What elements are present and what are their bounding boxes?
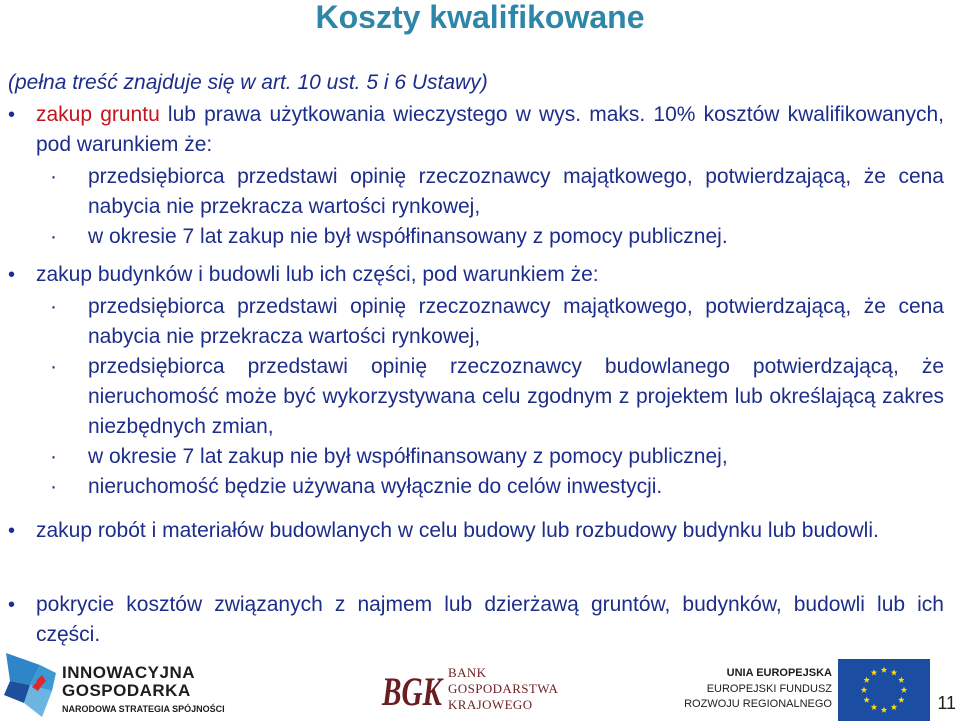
sub-text: nieruchomość będzie używana wyłącznie do celów inwestycji. [88, 475, 663, 498]
sub-marker: · [50, 475, 57, 498]
sub-item-buildings-3 [50, 442, 944, 472]
bgk-logo-line2: GOSPODARSTWA [448, 681, 559, 696]
eu-flag-icon [838, 659, 930, 721]
sub-marker: · [50, 445, 57, 468]
ig-logo-line1: INNOWACYJNA [62, 663, 196, 682]
sub-text: przedsiębiorca przedstawi opinię rzeczoznawcy majątkowego, potwierdzającą, że cena nabycia nie przekracza wartości rynkowej, [88, 295, 944, 348]
bullet-item-lease [8, 590, 944, 650]
sub-item-land-1 [50, 162, 944, 222]
sub-item-land-2 [50, 222, 944, 252]
sub-item-buildings-1 [50, 292, 944, 352]
sub-marker: · [50, 225, 57, 248]
bgk-logo-line1: BANK [448, 665, 487, 680]
bullet-marker: • [8, 520, 16, 542]
innowacyjna-gospodarka-emblem-icon [2, 651, 58, 719]
bullet-highlight: zakup gruntu [36, 103, 160, 126]
bullet-marker: • [8, 594, 16, 616]
intro-note: (pełna treść znajduje się w art. 10 ust. 5 i 6 Ustawy) [8, 71, 488, 94]
bullet-text: pokrycie kosztów związanych z najmem lub dzierżawą gruntów, budynków, budowli lub ich części. [36, 593, 944, 646]
bullet-marker: • [8, 264, 16, 286]
sub-marker: · [50, 355, 57, 378]
bullet-text [36, 100, 944, 160]
sub-marker: · [50, 295, 57, 318]
sub-item-buildings-2 [50, 352, 944, 442]
bgk-logo-line3: KRAJOWEGO [448, 697, 533, 712]
page-number: 11 [937, 693, 956, 713]
bullet-item-buildings [8, 260, 944, 290]
footer-logos [0, 645, 960, 722]
sub-text: w okresie 7 lat zakup nie był współfinansowany z pomocy publicznej. [88, 225, 728, 248]
sub-marker: · [50, 165, 57, 188]
bullet-text: zakup robót i materiałów budowlanych w celu budowy lub rozbudowy budynku lub budowli. [36, 519, 879, 542]
bullet-item-works [8, 516, 944, 546]
bgk-monogram-icon [380, 659, 444, 719]
sub-text: przedsiębiorca przedstawi opinię rzeczoznawcy majątkowego, potwierdzającą, że cena nabycia nie przekracza wartości rynkowej, [88, 165, 944, 218]
ig-logo-line2: GOSPODARKA [62, 681, 191, 700]
bullet-text-rest: lub prawa użytkowania wieczystego w wys. maks. 10% kosztów kwalifikowanych, pod warunkiem że: [36, 103, 944, 156]
sub-text: przedsiębiorca przedstawi opinię rzeczoznawcy budowlanego potwierdzającą, że nieruchomość może być wykorzystywana celu zgodnym z projektem lub określającą zakres niezbędnych zmian, [88, 355, 944, 438]
eu-logo [684, 659, 930, 721]
bullet-marker: • [8, 104, 16, 126]
innowacyjna-gospodarka-logo [0, 651, 230, 719]
eu-logo-line2: EUROPEJSKI FUNDUSZ [706, 683, 832, 695]
ig-logo-line3: NARODOWA STRATEGIA SPÓJNOŚCI [62, 704, 225, 714]
bullet-text: zakup budynków i budowli lub ich części, pod warunkiem że: [36, 263, 599, 286]
bullet-item-land [8, 100, 944, 160]
eu-logo-line1: UNIA EUROPEJSKA [726, 667, 832, 679]
eu-logo-line3: ROZWOJU REGIONALNEGO [684, 698, 832, 710]
sub-text: w okresie 7 lat zakup nie był współfinansowany z pomocy publicznej, [88, 445, 728, 468]
slide-title: Koszty kwalifikowane [315, 0, 645, 35]
bgk-logo [380, 659, 580, 719]
sub-item-buildings-4 [50, 472, 944, 502]
bgk-monogram: BGK [381, 669, 444, 714]
